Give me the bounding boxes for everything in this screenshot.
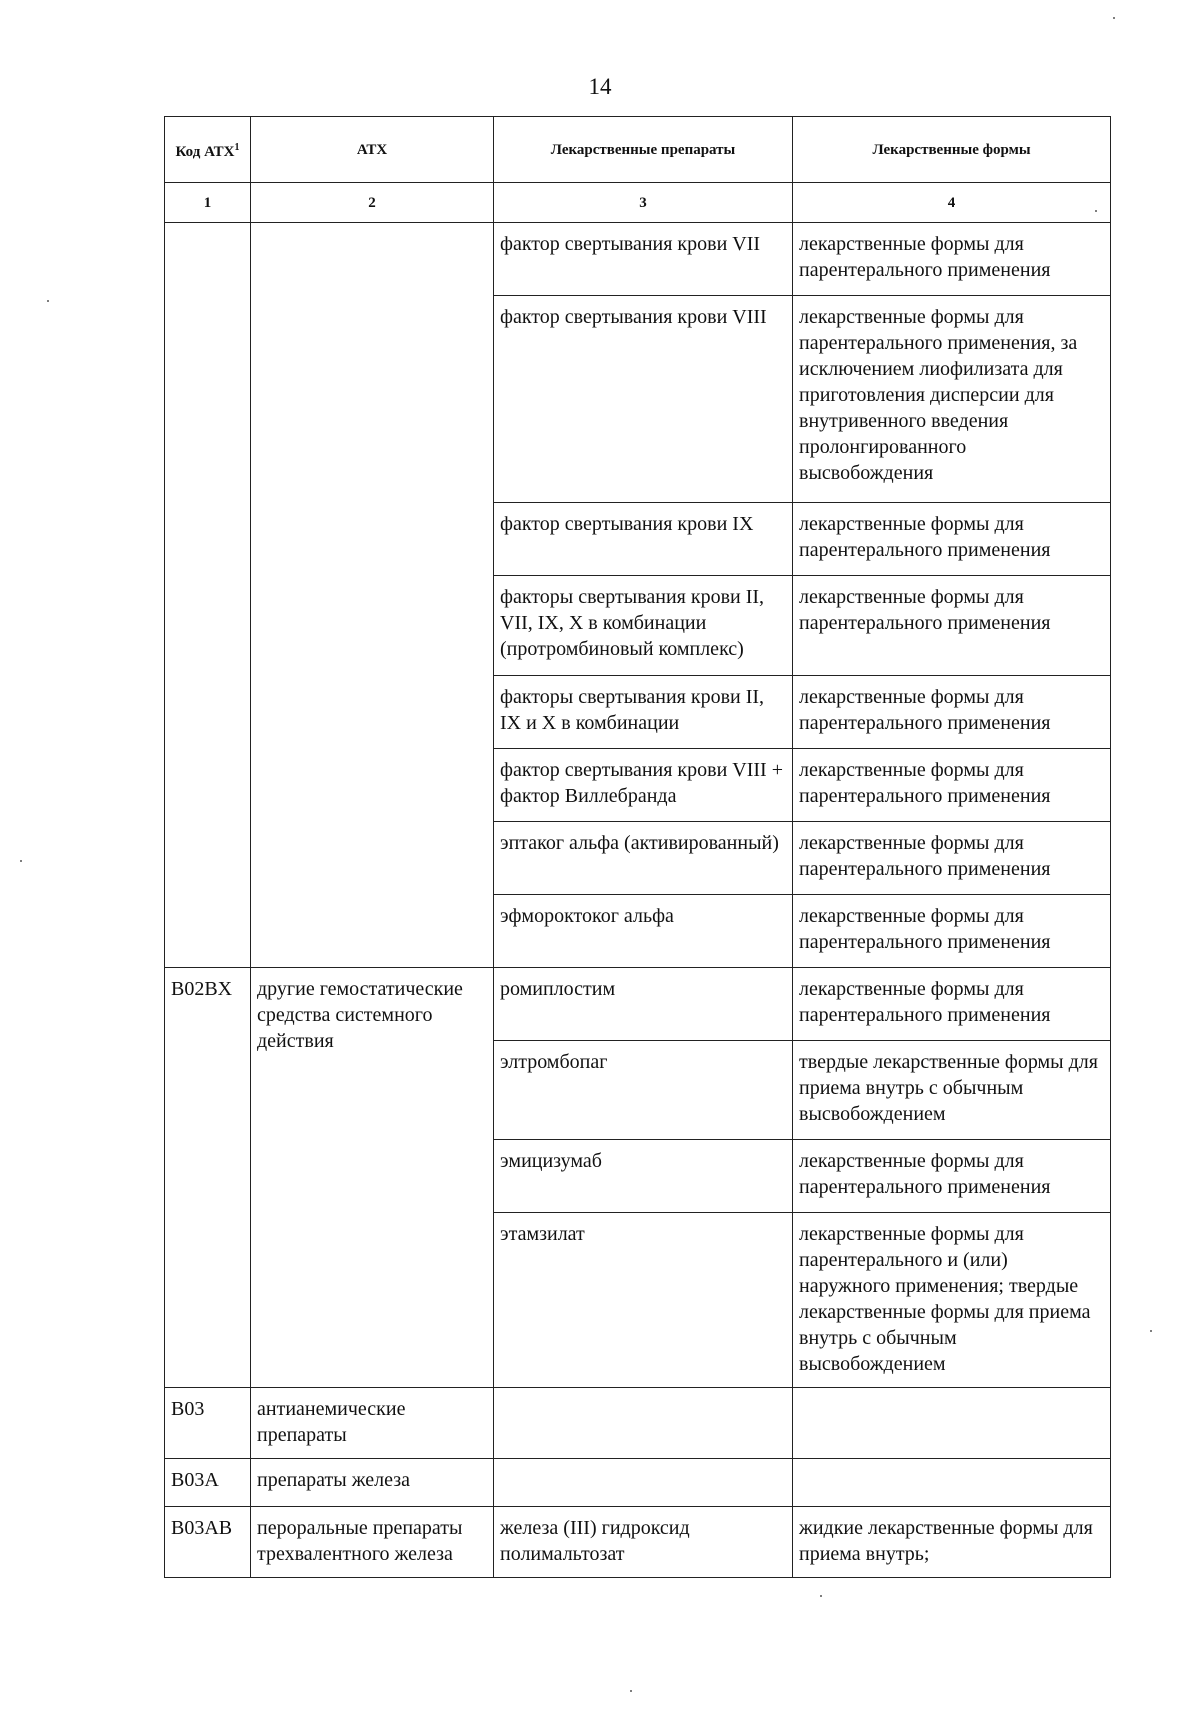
scan-speck (20, 860, 22, 862)
header-drugs: Лекарственные препараты (494, 117, 793, 183)
drug-table (164, 116, 1111, 1578)
scan-speck (630, 1690, 632, 1692)
drug-cell: факторы свертывания крови II, VII, IX, X в комбинации (протромбиновый комплекс) (494, 576, 793, 676)
scan-speck (47, 300, 49, 302)
scan-speck (820, 1595, 822, 1597)
atx-cell-empty (251, 223, 494, 968)
code-cell-empty (165, 223, 251, 968)
atx-cell: пероральные препараты трехвалентного железа (251, 1507, 494, 1578)
atx-cell: препараты железа (251, 1459, 494, 1507)
atx-cell: другие гемостатические средства системного действия (251, 968, 494, 1388)
form-cell (793, 1459, 1111, 1507)
code-cell: B03 (165, 1388, 251, 1459)
form-cell: лекарственные формы для парентерального применения (793, 223, 1111, 296)
table-row (165, 1459, 1111, 1507)
form-cell: лекарственные формы для парентерального применения, за исключением лиофилизата для приготовления дисперсии для внутривенного введения пролонгированного высвобождения (793, 296, 1111, 503)
column-number: 1 (165, 183, 251, 223)
column-number: 4 (793, 183, 1111, 223)
drug-cell: эптаког альфа (активированный) (494, 822, 793, 895)
drug-cell: фактор свертывания крови IX (494, 503, 793, 576)
drug-cell (494, 1459, 793, 1507)
drug-cell: эмицизумаб (494, 1140, 793, 1213)
drug-cell: эфмороктоког альфа (494, 895, 793, 968)
form-cell: лекарственные формы для парентерального применения (793, 676, 1111, 749)
page-number: 14 (588, 74, 612, 99)
form-cell: лекарственные формы для парентерального применения (793, 1140, 1111, 1213)
code-cell: B03AB (165, 1507, 251, 1578)
drug-cell: фактор свертывания крови VIII (494, 296, 793, 503)
table-row (165, 968, 1111, 1041)
table-row (165, 1388, 1111, 1459)
column-number: 3 (494, 183, 793, 223)
header-code: Код АТХ$^1$ (165, 117, 251, 183)
form-cell (793, 1388, 1111, 1459)
drug-cell: элтромбопаг (494, 1041, 793, 1140)
table-row (165, 1507, 1111, 1578)
atx-cell: антианемические препараты (251, 1388, 494, 1459)
scan-speck (1095, 210, 1097, 212)
drug-cell (494, 1388, 793, 1459)
drug-cell: фактор свертывания крови VIII + фактор Виллебранда (494, 749, 793, 822)
drug-cell: железа (III) гидроксид полимальтозат (494, 1507, 793, 1578)
form-cell: лекарственные формы для парентерального и (или) наружного применения; твердые лекарственные формы для приема внутрь с обычным высвобождением (793, 1213, 1111, 1388)
code-cell: B02BX (165, 968, 251, 1388)
form-cell: лекарственные формы для парентерального применения (793, 822, 1111, 895)
form-cell: лекарственные формы для парентерального применения (793, 749, 1111, 822)
form-cell: твердые лекарственные формы для приема внутрь с обычным высвобождением (793, 1041, 1111, 1140)
header-forms: Лекарственные формы (793, 117, 1111, 183)
header-row (165, 117, 1111, 183)
scan-speck (1150, 1330, 1152, 1332)
drug-cell: ромиплостим (494, 968, 793, 1041)
column-number-row (165, 183, 1111, 223)
column-number: 2 (251, 183, 494, 223)
form-cell: лекарственные формы для парентерального применения (793, 968, 1111, 1041)
drug-cell: фактор свертывания крови VII (494, 223, 793, 296)
form-cell: лекарственные формы для парентерального применения (793, 576, 1111, 676)
form-cell: лекарственные формы для парентерального применения (793, 895, 1111, 968)
form-cell: лекарственные формы для парентерального применения (793, 503, 1111, 576)
header-atx: АТХ (251, 117, 494, 183)
table-row (165, 223, 1111, 296)
drug-cell: факторы свертывания крови II, IX и X в комбинации (494, 676, 793, 749)
code-cell: B03A (165, 1459, 251, 1507)
scan-speck (1113, 17, 1115, 19)
drug-cell: этамзилат (494, 1213, 793, 1388)
form-cell: жидкие лекарственные формы для приема внутрь; (793, 1507, 1111, 1578)
